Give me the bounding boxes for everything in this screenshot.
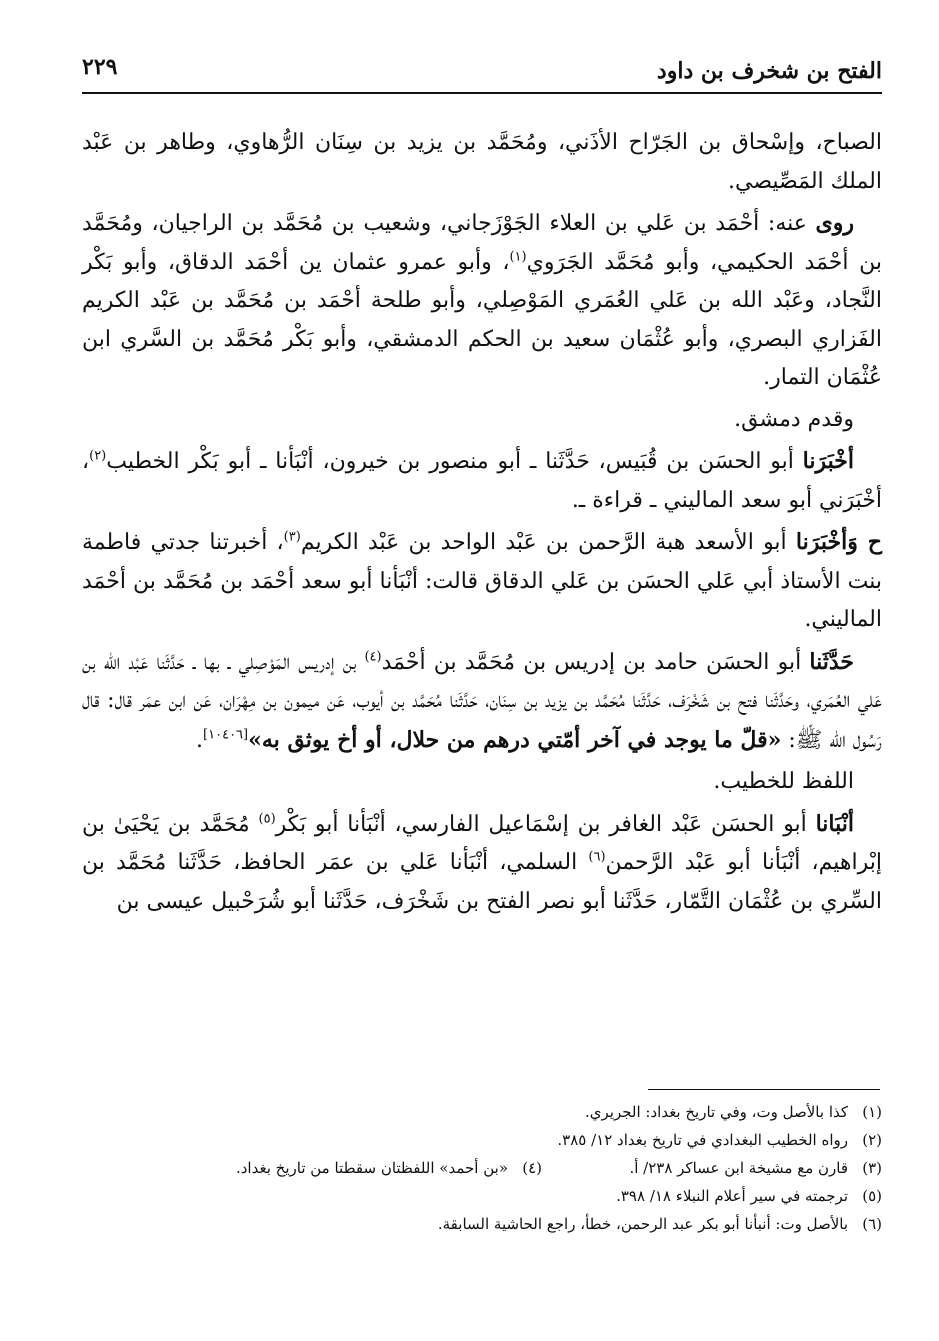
paragraph-wording: [82, 763, 882, 802]
footnote-item: [82, 1126, 882, 1154]
footnote-ref: (٤): [364, 649, 382, 665]
paragraph-text: ، وأبو عمرو عثمان ين أحْمَد الدقاق، وأبو بَكْر النَّجاد، وعَبْد الله بن عَلي العُمَري المَوْصِلي، وأبو طلحة أحْمَد بن مُحَمَّد بن عَبْد الكريم الفَزاري البصري، وأبو عُثْمَان سعيد بن الحكم الدمشقي، وأبو بَكْر مُحَمَّد بن السَّري ابن عُثْمَان التمار.: [82, 249, 882, 390]
lead-word: أنْبَانا: [815, 810, 854, 837]
paragraph-hadith: [82, 643, 882, 761]
footnote-number: (٢): [862, 1131, 882, 1149]
paragraph-text: عنه: أحْمَد بن عَلي بن العلاء الجَوْزَجاني، وشعيب بن مُحَمَّد بن الراجيان، ومُحَمَّد بن أحْمَد الحكيمي، وأبو مُحَمَّد الجَرَوي: [82, 211, 882, 275]
footnote-item: [542, 1154, 882, 1182]
footnote-text: بالأصل وت: أنبأنا أبو بكر عبد الرحمن، خطأ، راجع الحاشية السابقة.: [437, 1215, 848, 1233]
footnote-item: [82, 1098, 882, 1126]
paragraph-text: بن إدريس المَوْصِلي ـ بها ـ حَدَّثَنا عَبْد الله بن عَلي العُمَري، وحَدَّثَنا فتح بن شَخْرَف، حَدَّثَنا مُحَمَّد بن يزيد بن سِنَان، حَدَّثَنا مُحَمَّد بن أيوب، عَن ميمون بن مِهْرَان، عَن ابن عمَر قال: قال رَسُول الله ﷺ:: [82, 649, 882, 753]
footnote-number: (٣): [862, 1159, 882, 1177]
paragraph-text: ، أخْبَرَني أبو سعد الماليني ـ قراءة ـ.: [82, 449, 882, 513]
footnote-item: [82, 1182, 882, 1210]
lead-word: حَدَّثَنا: [809, 648, 854, 675]
footnote-ref: (٣): [283, 529, 301, 545]
paragraph-isnad-2: [82, 523, 882, 640]
lead-word: ح وَأخْبَرَنا: [795, 529, 882, 555]
lead-word: أخْبَرَنا: [802, 448, 854, 474]
paragraph-text: اللفظ للخطيب.: [713, 769, 854, 794]
paragraph-isnad-3: [82, 805, 882, 922]
footnote-row: [82, 1154, 882, 1182]
footnote-text: «بن أحمد» اللفظتان سقطتا من تاريخ بغداد.: [235, 1159, 508, 1177]
footnote-number: (١): [862, 1103, 882, 1121]
footnote-number: (٤): [522, 1159, 542, 1177]
footnote-item: [82, 1210, 882, 1238]
lead-word: روى: [815, 210, 854, 236]
paragraph-isnad-1: [82, 442, 882, 520]
paragraph-text: أبو الحسَن عَبْد الغافر بن إسْمَاعيل الفارسي، أنْبَأنا أبو بَكْر: [275, 811, 816, 837]
footnote-ref: (١): [509, 249, 527, 265]
paragraph-text: .: [196, 727, 204, 753]
paragraph-teachers: [82, 124, 882, 201]
paragraph-text: الصباح، وإسْحاق بن الجَرّاح الأذَني، ومُحَمَّد بن يزيد بن سِنَان الرُّهاوي، وطاهر بن عَبْد الملك المَصِّيصي.: [82, 130, 882, 194]
paragraph-text: السلمي، أنْبَأنا عَلي بن عمَر الحافظ، حَدَّثَنا مُحَمَّد بن السِّري بن عُثْمَان التَّمّار، حَدَّثَنا أبو نصر الفتح بن شَخْرَف، حَدَّثَنا أبو شُرَحْبيل عيسى بن: [82, 850, 882, 914]
paragraph-text: أبو الحسَن حامد بن إدريس بن مُحَمَّد بن أحْمَد: [381, 649, 810, 675]
footnote-text: ترجمته في سير أعلام النبلاء ١٨/ ٣٩٨.: [616, 1187, 848, 1205]
footnotes: [82, 1098, 882, 1238]
paragraph-text: ، أخبرتنا جدتي فاطمة بنت الأستاذ أبي عَلي الحسَن بن عَلي الدقاق قالت: أنْبَأنا أبو سعد أحْمَد بن مُحَمَّد بن أحْمَد الماليني.: [82, 530, 882, 632]
footnote-text: كذا بالأصل وت، وفي تاريخ بغداد: الجريري.: [585, 1103, 848, 1121]
footnote-item: [202, 1154, 542, 1182]
page-header: [82, 52, 882, 94]
footnote-ref: (٦): [588, 849, 606, 865]
paragraph-text: أبو الحسَن بن قُبَيس، حَدَّثَنا ـ أبو منصور بن خيرون، أنْبَأنا ـ أبو بَكْر الخطيب: [106, 449, 803, 474]
paragraph-damascus: [82, 401, 882, 440]
page-number: ٢٢٩: [82, 54, 118, 80]
running-title: الفتح بن شخرف بن داود: [656, 58, 882, 84]
footnote-ref: (٥): [258, 811, 276, 827]
main-text: [82, 124, 882, 924]
paragraph-narrators: [82, 204, 882, 398]
paragraph-text: وقدم دمشق.: [734, 406, 854, 432]
footnote-separator: [648, 1089, 880, 1090]
footnote-text: رواه الخطيب البغدادي في تاريخ بغداد ١٢/ ٣٨٥.: [557, 1131, 848, 1149]
paragraph-text: مُحَمَّد بن يَحْيَىٰ بن إبْراهيم، أنْبَأنا أبو عَبْد الرَّحمن: [82, 811, 883, 875]
footnote-text: قارن مع مشيخة ابن عساكر ٢٣٨/ أ.: [629, 1159, 848, 1177]
footnote-number: (٦): [862, 1215, 882, 1233]
hadith-number: [١٠٤٠٦]: [203, 727, 249, 743]
hadith-quote: «قلّ ما يوجد في آخر أمّتي درهم من حلال، أو أخ يوثق به»: [248, 726, 782, 753]
paragraph-text: أبو الأسعد هبة الرَّحمن بن عَبْد الواحد بن عَبْد الكريم: [300, 530, 796, 555]
footnote-ref: (٢): [89, 448, 107, 464]
footnote-number: (٥): [862, 1187, 882, 1205]
